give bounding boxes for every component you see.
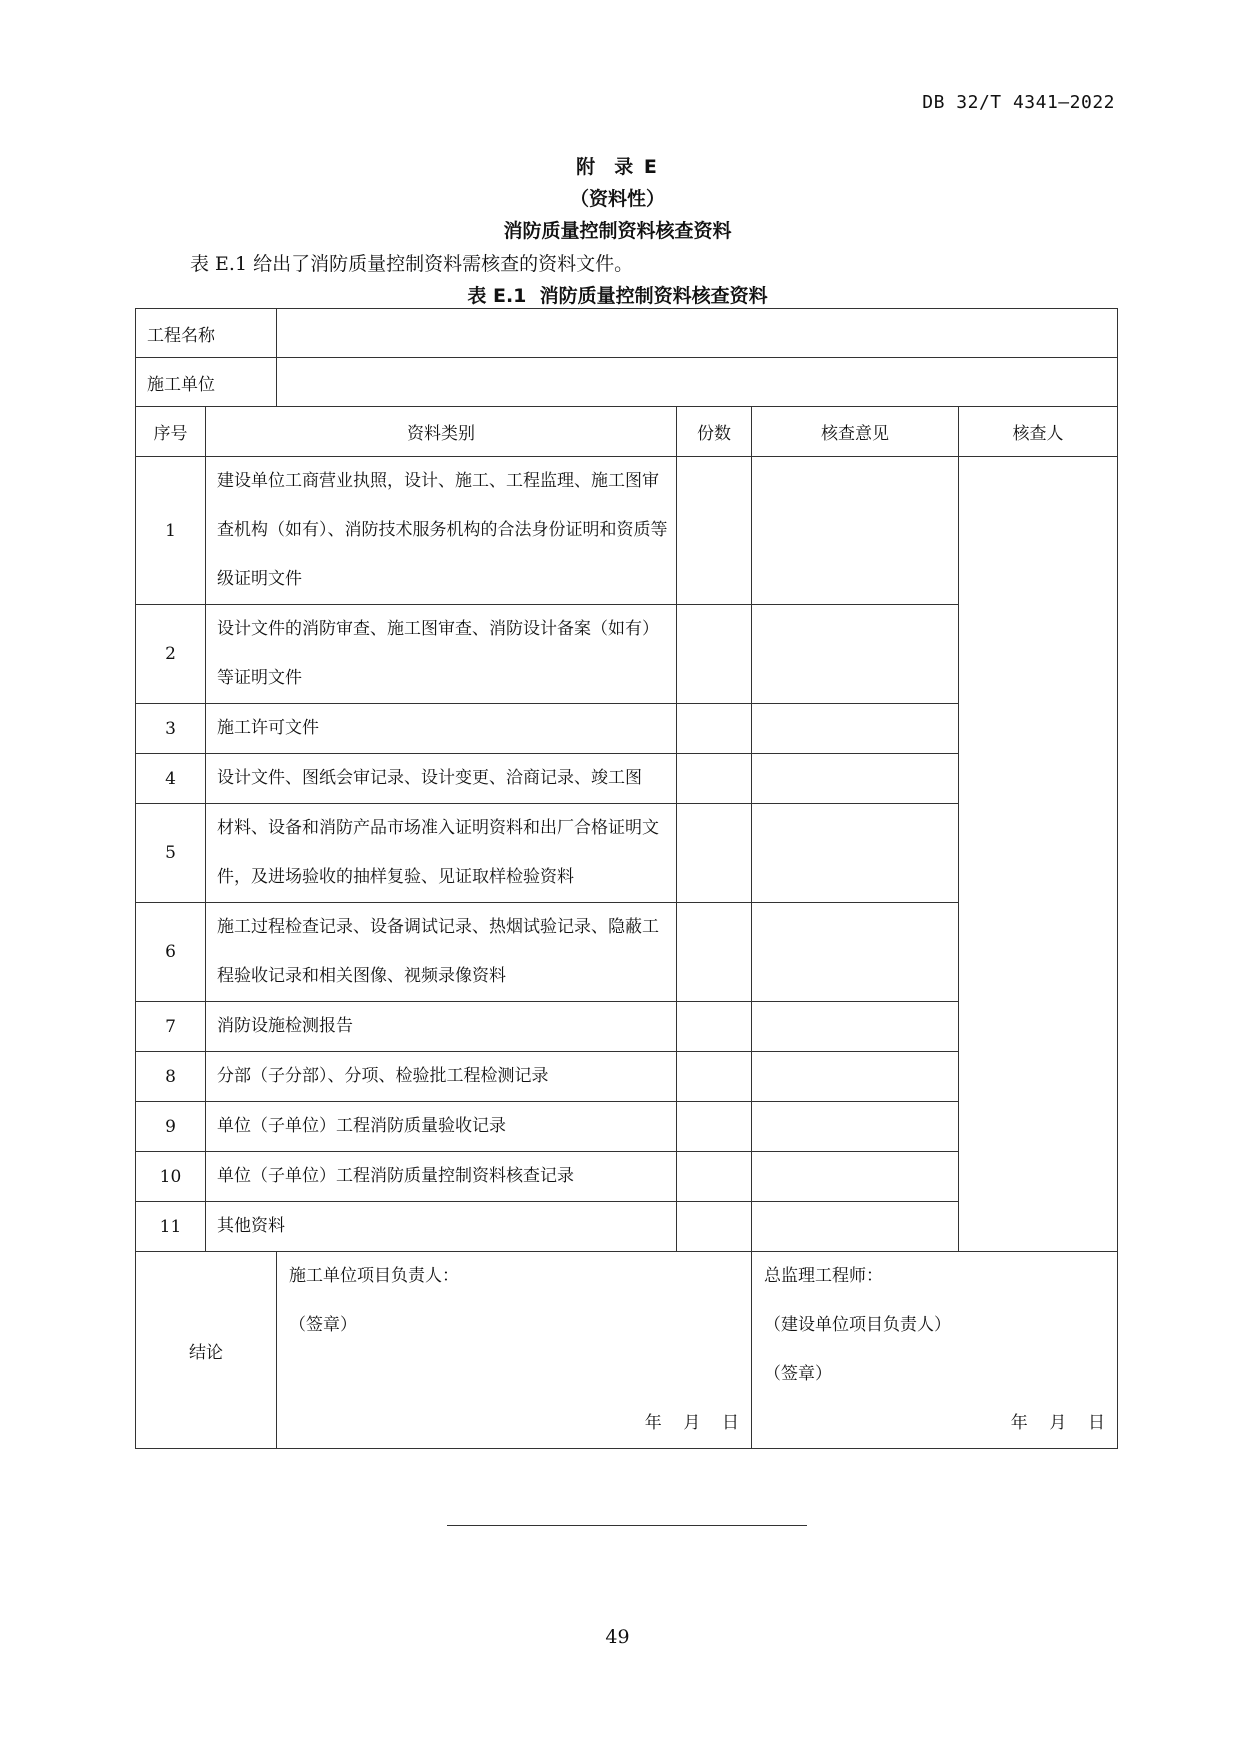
appendix-label: 附 录 E [576, 156, 659, 178]
constructor-date: 年 月 日 [644, 1413, 739, 1433]
project-name-value[interactable] [277, 309, 1118, 358]
standard-code: DB 32/T 4341—2022 [922, 92, 1115, 113]
constructor-value[interactable] [277, 358, 1118, 407]
project-name-row [136, 309, 1118, 358]
checker-cell[interactable] [959, 457, 1118, 1252]
row-seq: 2 [136, 605, 206, 704]
row-category: 施工许可文件 [206, 704, 677, 754]
row-opinion[interactable] [752, 1152, 959, 1202]
supervisor-signature-block[interactable] [752, 1252, 1118, 1449]
spacer [289, 1350, 739, 1399]
conclusion-row [136, 1252, 1118, 1449]
table-title: 表 E.1 消防质量控制资料核查资料 [467, 285, 768, 307]
row-copies[interactable] [677, 804, 752, 903]
row-seq: 1 [136, 457, 206, 605]
row-copies[interactable] [677, 754, 752, 804]
row-copies[interactable] [677, 1052, 752, 1102]
opinion-header: 核查意见 [752, 407, 959, 457]
row-category: 设计文件的消防审查、施工图审查、消防设计备案（如有）等证明文件 [206, 605, 677, 704]
appendix-nature: （资料性） [569, 188, 665, 210]
supervisor-seal: （签章） [764, 1364, 832, 1384]
row-seq: 3 [136, 704, 206, 754]
row-opinion[interactable] [752, 754, 959, 804]
constructor-seal: （签章） [289, 1315, 357, 1335]
row-copies[interactable] [677, 704, 752, 754]
constructor-signer-title: 施工单位项目负责人： [289, 1266, 459, 1286]
table-row [136, 457, 1118, 605]
row-category: 材料、设备和消防产品市场准入证明资料和出厂合格证明文件，及进场验收的抽样复验、见证取样检验资料 [206, 804, 677, 903]
conclusion-label: 结论 [136, 1252, 277, 1449]
row-category: 单位（子单位）工程消防质量验收记录 [206, 1102, 677, 1152]
project-name-label: 工程名称 [136, 309, 277, 358]
row-seq: 11 [136, 1202, 206, 1252]
intro-paragraph: 表 E.1 给出了消防质量控制资料需核查的资料文件。 [190, 253, 634, 275]
constructor-label: 施工单位 [136, 358, 277, 407]
end-divider [447, 1525, 807, 1526]
seq-header: 序号 [136, 407, 206, 457]
category-header: 资料类别 [206, 407, 677, 457]
row-seq: 5 [136, 804, 206, 903]
row-seq: 9 [136, 1102, 206, 1152]
row-opinion[interactable] [752, 903, 959, 1002]
row-category: 施工过程检查记录、设备调试记录、热烟试验记录、隐蔽工程验收记录和相关图像、视频录像资料 [206, 903, 677, 1002]
supervisor-signer-title: 总监理工程师： [764, 1266, 883, 1286]
row-opinion[interactable] [752, 1002, 959, 1052]
row-category: 分部（子分部）、分项、检验批工程检测记录 [206, 1052, 677, 1102]
row-seq: 4 [136, 754, 206, 804]
header-row [136, 407, 1118, 457]
constructor-row [136, 358, 1118, 407]
constructor-signature-block[interactable] [277, 1252, 752, 1449]
row-category: 设计文件、图纸会审记录、设计变更、洽商记录、竣工图 [206, 754, 677, 804]
page-number: 49 [605, 1626, 630, 1648]
supervisor-date: 年 月 日 [1010, 1413, 1105, 1433]
row-category: 单位（子单位）工程消防质量控制资料核查记录 [206, 1152, 677, 1202]
row-copies[interactable] [677, 1002, 752, 1052]
row-seq: 8 [136, 1052, 206, 1102]
row-opinion[interactable] [752, 457, 959, 605]
supervisor-signer-subtitle: （建设单位项目负责人） [764, 1315, 951, 1335]
row-opinion[interactable] [752, 605, 959, 704]
row-opinion[interactable] [752, 1052, 959, 1102]
row-category: 其他资料 [206, 1202, 677, 1252]
row-seq: 6 [136, 903, 206, 1002]
row-copies[interactable] [677, 1152, 752, 1202]
row-opinion[interactable] [752, 704, 959, 754]
row-copies[interactable] [677, 1102, 752, 1152]
checker-header: 核查人 [959, 407, 1118, 457]
row-copies[interactable] [677, 457, 752, 605]
check-table [135, 308, 1118, 1449]
row-copies[interactable] [677, 605, 752, 704]
row-opinion[interactable] [752, 804, 959, 903]
copies-header: 份数 [677, 407, 752, 457]
row-category: 建设单位工商营业执照，设计、施工、工程监理、施工图审查机构（如有）、消防技术服务机构的合法身份证明和资质等级证明文件 [206, 457, 677, 605]
row-copies[interactable] [677, 903, 752, 1002]
row-seq: 7 [136, 1002, 206, 1052]
row-opinion[interactable] [752, 1202, 959, 1252]
row-opinion[interactable] [752, 1102, 959, 1152]
appendix-title: 消防质量控制资料核查资料 [503, 220, 732, 242]
row-category: 消防设施检测报告 [206, 1002, 677, 1052]
row-copies[interactable] [677, 1202, 752, 1252]
row-seq: 10 [136, 1152, 206, 1202]
